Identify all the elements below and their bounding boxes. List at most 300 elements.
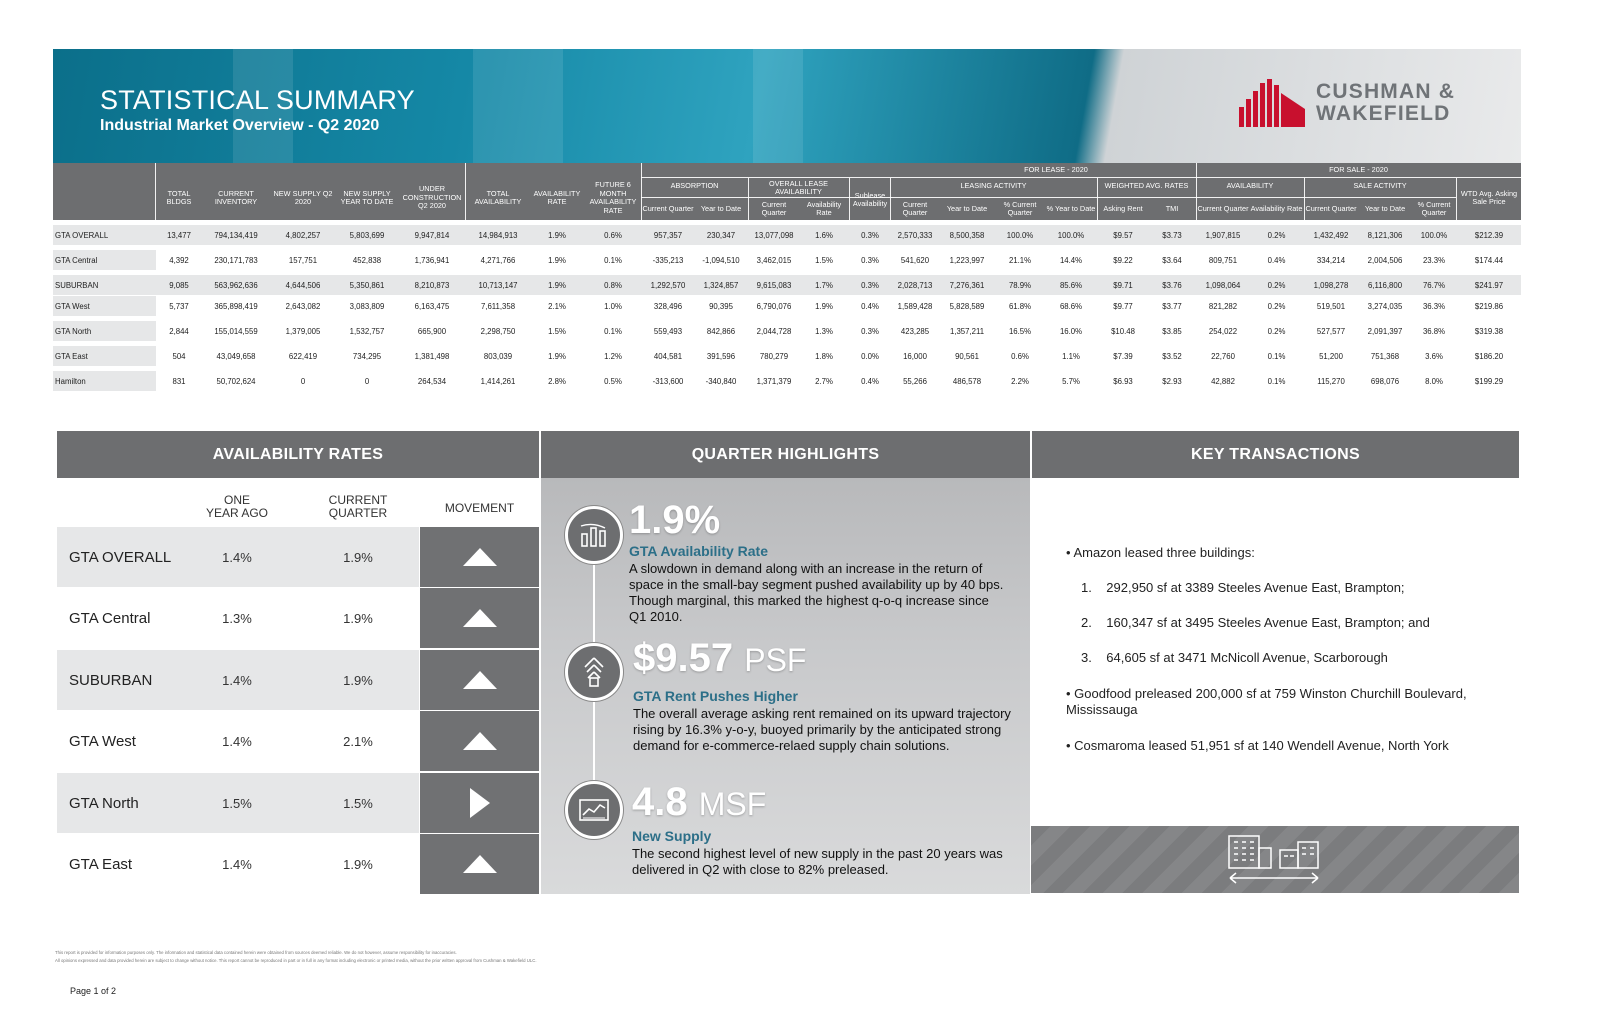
col-availability-rate: AVAILABILITY RATE bbox=[533, 188, 581, 206]
table-cell: 452,838 bbox=[352, 255, 382, 265]
table-cell: 1.9% bbox=[815, 301, 833, 311]
table-cell: 559,493 bbox=[653, 326, 683, 336]
table-cell: 55,266 bbox=[903, 376, 927, 386]
table-cell: 3,083,809 bbox=[349, 301, 385, 311]
table-cell: 563,962,636 bbox=[214, 280, 258, 290]
table-cell: 957,357 bbox=[653, 230, 683, 240]
table-cell: 16.5% bbox=[1008, 326, 1032, 336]
movement-cell bbox=[420, 834, 539, 894]
transaction-bullet-3: • Cosmaroma leased 51,951 sf at 140 Wendell Avenue, North York bbox=[1066, 738, 1449, 753]
table-cell: 42,882 bbox=[1211, 376, 1235, 386]
availability-one-year: 1.3% bbox=[222, 610, 252, 626]
col-ola-rate: Availability Rate bbox=[806, 199, 842, 217]
table-cell: 13,077,098 bbox=[754, 230, 794, 240]
col-la-pct-current: % Current Quarter bbox=[1003, 199, 1037, 217]
table-cell: 1,589,428 bbox=[897, 301, 933, 311]
subgroup-weighted-rates: WEIGHTED AVG. RATES bbox=[1104, 180, 1189, 190]
col-current-quarter bbox=[297, 494, 419, 520]
table-cell: 0.4% bbox=[861, 376, 879, 386]
transaction-bullet-1: • Amazon leased three buildings: bbox=[1066, 545, 1255, 560]
col-sa-current: Current Quarter bbox=[1197, 203, 1249, 213]
header-banner bbox=[53, 49, 1521, 163]
table-cell: 7,276,361 bbox=[949, 280, 985, 290]
table-cell: 0.3% bbox=[861, 255, 879, 265]
table-cell: 1.9% bbox=[548, 255, 566, 265]
highlight-2-unit: PSF bbox=[744, 642, 807, 678]
availability-row bbox=[57, 773, 539, 833]
availability-current: 1.9% bbox=[343, 610, 373, 626]
availability-row bbox=[57, 834, 539, 894]
highlight-3-text: The second highest level of new supply in the past 20 years was delivered in Q2 with close to 82% preleased. bbox=[632, 846, 1003, 877]
row-name: Hamilton bbox=[53, 371, 156, 391]
table-cell: $3.73 bbox=[1162, 230, 1182, 240]
logo-bars-icon bbox=[1239, 79, 1305, 127]
movement-cell bbox=[420, 711, 539, 771]
table-cell: 0.4% bbox=[1267, 255, 1286, 265]
table-row bbox=[53, 346, 1521, 366]
table-cell: 423,285 bbox=[900, 326, 930, 336]
table-cell: 4,802,257 bbox=[285, 230, 321, 240]
col-total-availability: TOTAL AVAILABILITY bbox=[474, 188, 522, 206]
table-cell: 6,790,076 bbox=[756, 301, 792, 311]
table-cell: 254,022 bbox=[1208, 326, 1238, 336]
availability-row-name: GTA West bbox=[69, 732, 136, 750]
table-cell: 0.0% bbox=[861, 351, 879, 361]
group-for-sale: FOR SALE - 2020 bbox=[1329, 164, 1388, 174]
table-cell: 264,534 bbox=[417, 376, 447, 386]
table-cell: 0.3% bbox=[861, 326, 879, 336]
availability-one-year: 1.5% bbox=[177, 773, 297, 833]
table-cell: 821,282 bbox=[1208, 301, 1238, 311]
availability-one-year: 1.4% bbox=[222, 856, 252, 872]
col-new-supply-q2: NEW SUPPLY Q2 2020 bbox=[273, 188, 333, 206]
table-cell: 0.5% bbox=[604, 376, 622, 386]
table-cell: 391,596 bbox=[706, 351, 736, 361]
movement-cell bbox=[420, 650, 539, 710]
col-asking-rent: Asking Rent bbox=[1103, 203, 1143, 213]
table-cell: 2.2% bbox=[1011, 376, 1029, 386]
availability-row-name: GTA Central bbox=[69, 609, 151, 627]
key-transactions-heading: KEY TRANSACTIONS bbox=[1032, 431, 1519, 478]
table-cell: 622,419 bbox=[288, 351, 318, 361]
highlight-2-number: $9.57 bbox=[633, 636, 734, 680]
col-sale-current: Current Quarter bbox=[1305, 203, 1357, 213]
availability-row-name: SUBURBAN bbox=[57, 650, 177, 710]
table-cell: 527,577 bbox=[1316, 326, 1346, 336]
table-cell: 1,532,757 bbox=[349, 326, 385, 336]
row-name: SUBURBAN bbox=[53, 275, 156, 295]
availability-one-year: 1.4% bbox=[177, 650, 297, 710]
table-cell: 68.6% bbox=[1059, 301, 1083, 311]
table-cell: 23.3% bbox=[1422, 255, 1446, 265]
table-cell: 1.3% bbox=[815, 326, 833, 336]
stats-table-header bbox=[53, 163, 1521, 220]
table-cell: 2.7% bbox=[815, 376, 833, 386]
availability-current: 1.9% bbox=[343, 856, 373, 872]
movement-cell bbox=[420, 773, 539, 833]
table-cell: 9,615,083 bbox=[756, 280, 792, 290]
col-la-pct-ytd: % Year to Date bbox=[1046, 203, 1096, 213]
table-cell: 794,134,419 bbox=[214, 230, 258, 240]
table-cell: 16,000 bbox=[903, 351, 927, 361]
table-cell: 0.2% bbox=[1267, 230, 1286, 240]
transaction-bullet-1-text: Amazon leased three buildings: bbox=[1073, 545, 1255, 560]
table-cell: $212.39 bbox=[1474, 230, 1504, 240]
highlight-3-number: 4.8 bbox=[632, 780, 688, 824]
availability-row-name: GTA OVERALL bbox=[57, 527, 177, 587]
table-cell: 5,350,861 bbox=[349, 280, 385, 290]
subgroup-sale-activity: SALE ACTIVITY bbox=[1353, 180, 1407, 190]
col-abs-ytd: Year to Date bbox=[700, 203, 742, 213]
col-current-quarter-line2: QUARTER bbox=[328, 506, 388, 520]
table-cell: 1.0% bbox=[604, 301, 622, 311]
table-cell: $6.93 bbox=[1113, 376, 1133, 386]
availability-current: 1.5% bbox=[297, 773, 419, 833]
table-cell: -335,213 bbox=[652, 255, 684, 265]
transaction-sub-text: 64,605 sf at 3471 McNicoll Avenue, Scarborough bbox=[1106, 650, 1388, 665]
col-current-quarter-line1: CURRENT bbox=[328, 493, 388, 507]
table-cell: 100.0% bbox=[1420, 230, 1448, 240]
table-row bbox=[53, 250, 1521, 270]
buildings-icon bbox=[1226, 832, 1322, 886]
table-cell: 51,200 bbox=[1319, 351, 1343, 361]
highlight-3-value bbox=[632, 780, 766, 825]
transaction-bullet-2-text: Goodfood preleased 200,000 sf at 759 Winston Churchill Boulevard, Mississauga bbox=[1066, 686, 1467, 717]
col-current-inventory: CURRENT INVENTORY bbox=[214, 188, 258, 206]
table-cell: 0.2% bbox=[1267, 280, 1286, 290]
table-cell: 100.0% bbox=[1057, 230, 1085, 240]
table-cell: 1.7% bbox=[815, 280, 833, 290]
table-cell: 734,295 bbox=[352, 351, 382, 361]
table-cell: 328,496 bbox=[653, 301, 683, 311]
table-cell: 842,866 bbox=[706, 326, 736, 336]
col-future-6-month: FUTURE 6 MONTH AVAILABILITY RATE bbox=[589, 180, 637, 215]
table-cell: 230,171,783 bbox=[214, 255, 258, 265]
col-wtd-avg-price: WTD Avg. Asking Sale Price bbox=[1460, 188, 1518, 206]
table-cell: 50,702,624 bbox=[216, 376, 256, 386]
table-cell: 8,500,358 bbox=[949, 230, 985, 240]
disclaimer-line-2: All opinions expressed and data provided herein are subject to change without notice. This report cannot be reproduced in part or in full in any format including electronic or printed media, without the prior written approval from Cushman & Wakefield ULC. bbox=[55, 958, 537, 963]
table-cell: 36.3% bbox=[1422, 301, 1446, 311]
table-cell: $7.39 bbox=[1113, 351, 1133, 361]
table-cell: 155,014,559 bbox=[214, 326, 258, 336]
transaction-bullet-2: • Goodfood preleased 200,000 sf at 759 Winston Churchill Boulevard, Mississauga bbox=[1066, 686, 1467, 717]
table-cell: -313,600 bbox=[652, 376, 684, 386]
table-cell: 6,163,475 bbox=[414, 301, 450, 311]
transaction-sub-num: 3. bbox=[1081, 650, 1092, 665]
table-cell: 1,292,570 bbox=[650, 280, 686, 290]
highlight-1-subtitle: GTA Availability Rate bbox=[629, 543, 768, 559]
table-cell: 404,581 bbox=[653, 351, 683, 361]
table-cell: 1.9% bbox=[548, 230, 566, 240]
transaction-sub-item bbox=[1081, 580, 1501, 596]
table-cell: 14,984,913 bbox=[478, 230, 518, 240]
table-cell: 1,223,997 bbox=[949, 255, 985, 265]
table-cell: 1.5% bbox=[815, 255, 833, 265]
col-sa-rate: Availability Rate bbox=[1250, 203, 1303, 213]
table-cell: 5,803,699 bbox=[349, 230, 385, 240]
table-cell: 0.3% bbox=[861, 280, 879, 290]
table-cell: 0.6% bbox=[1011, 351, 1029, 361]
table-cell: 5,828,589 bbox=[949, 301, 985, 311]
table-cell: 1,379,005 bbox=[285, 326, 321, 336]
col-sale-ytd: Year to Date bbox=[1364, 203, 1406, 213]
table-cell: $9.77 bbox=[1113, 301, 1133, 311]
page-subtitle: Industrial Market Overview - Q2 2020 bbox=[100, 117, 380, 134]
table-cell: 2.8% bbox=[548, 376, 566, 386]
table-cell: 665,900 bbox=[417, 326, 447, 336]
table-cell: $9.71 bbox=[1113, 280, 1133, 290]
table-cell: 0 bbox=[364, 376, 370, 386]
banner-decoration bbox=[753, 49, 803, 163]
table-cell: 5.7% bbox=[1062, 376, 1080, 386]
table-cell: 780,279 bbox=[759, 351, 789, 361]
availability-row-name: GTA East bbox=[69, 855, 133, 873]
col-total-bldgs: TOTAL BLDGS bbox=[166, 188, 192, 206]
table-cell: $319.38 bbox=[1474, 326, 1504, 336]
table-cell: 22,760 bbox=[1211, 351, 1235, 361]
table-cell: 0.6% bbox=[604, 230, 622, 240]
table-cell: $9.57 bbox=[1113, 230, 1133, 240]
table-row bbox=[53, 225, 1521, 245]
row-name: GTA West bbox=[53, 296, 156, 316]
table-cell: 8,210,873 bbox=[414, 280, 450, 290]
table-row bbox=[53, 371, 1521, 391]
table-cell: 1,736,941 bbox=[414, 255, 450, 265]
table-cell: 1,357,211 bbox=[949, 326, 985, 336]
highlight-3-unit: MSF bbox=[698, 786, 767, 822]
table-cell: 698,076 bbox=[1370, 376, 1400, 386]
table-cell: $9.22 bbox=[1113, 255, 1133, 265]
movement-up-icon bbox=[463, 671, 497, 689]
movement-cell bbox=[420, 527, 539, 587]
table-cell: 7,611,358 bbox=[480, 301, 516, 311]
table-cell: 2,028,713 bbox=[897, 280, 933, 290]
table-cell: 8,121,306 bbox=[1367, 230, 1403, 240]
page-title: STATISTICAL SUMMARY bbox=[100, 85, 415, 115]
table-cell: 0.2% bbox=[1267, 326, 1286, 336]
table-cell: 0.1% bbox=[1267, 351, 1286, 361]
rising-arrows-icon bbox=[565, 643, 623, 701]
col-ola-current: Current Quarter bbox=[761, 199, 787, 217]
bar-chart-icon bbox=[565, 506, 623, 564]
table-cell: 2,844 bbox=[169, 326, 189, 336]
movement-up-icon bbox=[463, 732, 497, 750]
availability-row bbox=[57, 650, 539, 710]
table-cell: 2,298,750 bbox=[480, 326, 516, 336]
availability-current: 1.9% bbox=[297, 650, 419, 710]
availability-row bbox=[57, 711, 539, 771]
col-under-construction: UNDER CONSTRUCTION Q2 2020 bbox=[402, 184, 462, 211]
table-cell: 3.6% bbox=[1425, 351, 1443, 361]
movement-up-icon bbox=[463, 855, 497, 873]
table-cell: 519,501 bbox=[1316, 301, 1346, 311]
row-name: GTA OVERALL bbox=[53, 225, 156, 245]
disclaimer-line-1: This report is provided for information purposes only. The information and statistical data contained herein were obtained from sources deemed reliable. We do not however, assume responsibility for inaccuracies. bbox=[55, 950, 457, 955]
table-cell: $241.97 bbox=[1474, 280, 1504, 290]
table-cell: 90,561 bbox=[955, 351, 979, 361]
page-number: Page 1 of 2 bbox=[70, 986, 117, 996]
transaction-sub-item bbox=[1081, 615, 1501, 631]
table-cell: 1,381,498 bbox=[414, 351, 450, 361]
table-cell: 6,116,800 bbox=[1367, 280, 1403, 290]
table-cell: 2.1% bbox=[548, 301, 566, 311]
table-cell: 1.2% bbox=[604, 351, 622, 361]
table-cell: 36.8% bbox=[1422, 326, 1446, 336]
availability-current: 2.1% bbox=[343, 733, 373, 749]
subgroup-availability: AVAILABILITY bbox=[1226, 180, 1274, 190]
banner-decoration bbox=[473, 49, 563, 163]
transaction-sub-num: 1. bbox=[1081, 580, 1092, 595]
transaction-sub-num: 2. bbox=[1081, 615, 1092, 630]
table-cell: 0 bbox=[300, 376, 306, 386]
table-cell: 1.5% bbox=[548, 326, 566, 336]
table-row bbox=[53, 275, 1521, 295]
transaction-sub-text: 292,950 sf at 3389 Steeles Avenue East, Brampton; bbox=[1106, 580, 1405, 595]
table-cell: 61.8% bbox=[1008, 301, 1032, 311]
subgroup-absorption: ABSORPTION bbox=[670, 180, 719, 190]
table-cell: 1.9% bbox=[548, 280, 566, 290]
availability-rates-heading: AVAILABILITY RATES bbox=[57, 431, 539, 478]
table-cell: 334,214 bbox=[1316, 255, 1346, 265]
group-for-lease: FOR LEASE - 2020 bbox=[1024, 164, 1088, 174]
table-cell: 831 bbox=[172, 376, 186, 386]
col-sale-pct: % Current Quarter bbox=[1417, 199, 1451, 217]
availability-row-name: GTA North bbox=[57, 773, 177, 833]
table-cell: $10.48 bbox=[1111, 326, 1135, 336]
table-cell: 0.2% bbox=[1267, 301, 1286, 311]
highlight-1-text: A slowdown in demand along with an increase in the return of space in the small-bay segment pushed availability up by 40 bps. Though marginal, this marked the highest q-o-q increase since Q1 2010. bbox=[629, 561, 1004, 624]
table-cell: $3.64 bbox=[1162, 255, 1182, 265]
table-cell: 1.6% bbox=[815, 230, 833, 240]
transaction-sub-item bbox=[1081, 650, 1501, 666]
table-cell: 3,462,015 bbox=[756, 255, 792, 265]
row-name: GTA Central bbox=[53, 250, 156, 270]
table-cell: 803,039 bbox=[483, 351, 513, 361]
table-cell: 21.1% bbox=[1008, 255, 1032, 265]
col-tmi: TMI bbox=[1165, 203, 1179, 213]
table-cell: 16.0% bbox=[1059, 326, 1083, 336]
col-one-year-ago bbox=[177, 494, 297, 520]
table-cell: 1,371,379 bbox=[756, 376, 792, 386]
table-cell: 13,477 bbox=[167, 230, 191, 240]
transaction-sub-text: 160,347 sf at 3495 Steeles Avenue East, Brampton; and bbox=[1106, 615, 1430, 630]
table-cell: $3.77 bbox=[1162, 301, 1182, 311]
table-cell: 9,947,814 bbox=[414, 230, 450, 240]
col-new-supply-ytd: NEW SUPPLY YEAR TO DATE bbox=[340, 188, 394, 206]
header-divider bbox=[641, 197, 1456, 198]
table-cell: 809,751 bbox=[1208, 255, 1238, 265]
table-cell: 486,578 bbox=[952, 376, 982, 386]
availability-current: 1.9% bbox=[297, 527, 419, 587]
col-la-ytd: Year to Date bbox=[946, 203, 988, 213]
highlight-2-value bbox=[633, 636, 806, 681]
table-cell: $219.86 bbox=[1474, 301, 1504, 311]
table-cell: 2,004,506 bbox=[1367, 255, 1403, 265]
logo-word-line1: CUSHMAN & bbox=[1316, 80, 1456, 103]
table-cell: 5,737 bbox=[169, 301, 189, 311]
table-cell: $186.20 bbox=[1474, 351, 1504, 361]
col-one-year-ago-line1: ONE bbox=[223, 493, 250, 507]
table-cell: 85.6% bbox=[1059, 280, 1083, 290]
table-cell: 1,098,064 bbox=[1205, 280, 1241, 290]
highlight-3-subtitle: New Supply bbox=[632, 828, 712, 844]
table-cell: 10,713,147 bbox=[478, 280, 518, 290]
header-divider bbox=[465, 163, 466, 220]
col-one-year-ago-line2: YEAR AGO bbox=[205, 506, 269, 520]
col-la-current: Current Quarter bbox=[902, 199, 928, 217]
highlight-2-text: The overall average asking rent remained on its upward trajectory rising by 16.3% y-o-y, buoyed primarily by the anticipated strong demand for e-commerce-relaed supply chain solutions. bbox=[633, 706, 1011, 753]
table-cell: 0.3% bbox=[861, 230, 879, 240]
row-name: GTA North bbox=[53, 321, 156, 341]
highlight-2-subtitle: GTA Rent Pushes Higher bbox=[633, 688, 798, 704]
table-cell: $174.44 bbox=[1474, 255, 1504, 265]
col-abs-current: Current Quarter bbox=[642, 203, 694, 213]
table-cell: 0.1% bbox=[604, 326, 622, 336]
table-cell: 4,392 bbox=[169, 255, 189, 265]
table-cell: 8.0% bbox=[1425, 376, 1443, 386]
table-cell: -1,094,510 bbox=[702, 255, 740, 265]
col-movement: MOVEMENT bbox=[444, 501, 515, 515]
table-cell: 1.8% bbox=[815, 351, 833, 361]
trend-chart-icon bbox=[565, 781, 623, 839]
table-cell: $2.93 bbox=[1162, 376, 1182, 386]
table-cell: 504 bbox=[172, 351, 186, 361]
movement-flat-icon bbox=[470, 788, 490, 818]
transactions-banner-image bbox=[1031, 826, 1519, 893]
availability-row bbox=[57, 588, 539, 648]
table-cell: 0.1% bbox=[1267, 376, 1286, 386]
table-cell: $3.52 bbox=[1162, 351, 1182, 361]
table-cell: 115,270 bbox=[1317, 376, 1345, 386]
transaction-bullet-3-text: Cosmaroma leased 51,951 sf at 140 Wendell Avenue, North York bbox=[1074, 738, 1449, 753]
table-cell: 2,091,397 bbox=[1367, 326, 1403, 336]
table-cell: 157,751 bbox=[288, 255, 318, 265]
table-cell: 1,907,815 bbox=[1205, 230, 1241, 240]
table-cell: -340,840 bbox=[705, 376, 737, 386]
table-cell: 1,414,261 bbox=[480, 376, 516, 386]
table-cell: $199.29 bbox=[1474, 376, 1504, 386]
col-sublease: Sublease Availability bbox=[852, 190, 888, 208]
table-cell: 365,898,419 bbox=[214, 301, 258, 311]
table-cell: $3.76 bbox=[1162, 280, 1182, 290]
table-cell: 2,044,728 bbox=[756, 326, 792, 336]
availability-one-year: 1.4% bbox=[222, 733, 252, 749]
row-name: GTA East bbox=[53, 346, 156, 366]
table-cell: 78.9% bbox=[1008, 280, 1032, 290]
table-cell: 3,274,035 bbox=[1367, 301, 1403, 311]
availability-row bbox=[57, 527, 539, 587]
table-cell: 14.4% bbox=[1059, 255, 1083, 265]
table-cell: $3.85 bbox=[1162, 326, 1182, 336]
cushman-wakefield-logo bbox=[1239, 79, 1489, 131]
table-cell: 100.0% bbox=[1006, 230, 1034, 240]
table-cell: 1,098,278 bbox=[1313, 280, 1349, 290]
table-cell: 2,570,333 bbox=[897, 230, 933, 240]
table-cell: 4,271,766 bbox=[480, 255, 516, 265]
quarter-highlights-heading: QUARTER HIGHLIGHTS bbox=[541, 431, 1030, 478]
table-cell: 43,049,658 bbox=[216, 351, 256, 361]
table-row bbox=[53, 321, 1521, 341]
movement-up-icon bbox=[463, 609, 497, 627]
table-cell: 0.8% bbox=[604, 280, 622, 290]
table-cell: 9,085 bbox=[169, 280, 189, 290]
table-cell: 1.9% bbox=[548, 351, 566, 361]
table-cell: 90,395 bbox=[709, 301, 733, 311]
table-row bbox=[53, 296, 1521, 316]
highlight-1-value: 1.9% bbox=[629, 498, 721, 542]
table-cell: 0.1% bbox=[604, 255, 622, 265]
